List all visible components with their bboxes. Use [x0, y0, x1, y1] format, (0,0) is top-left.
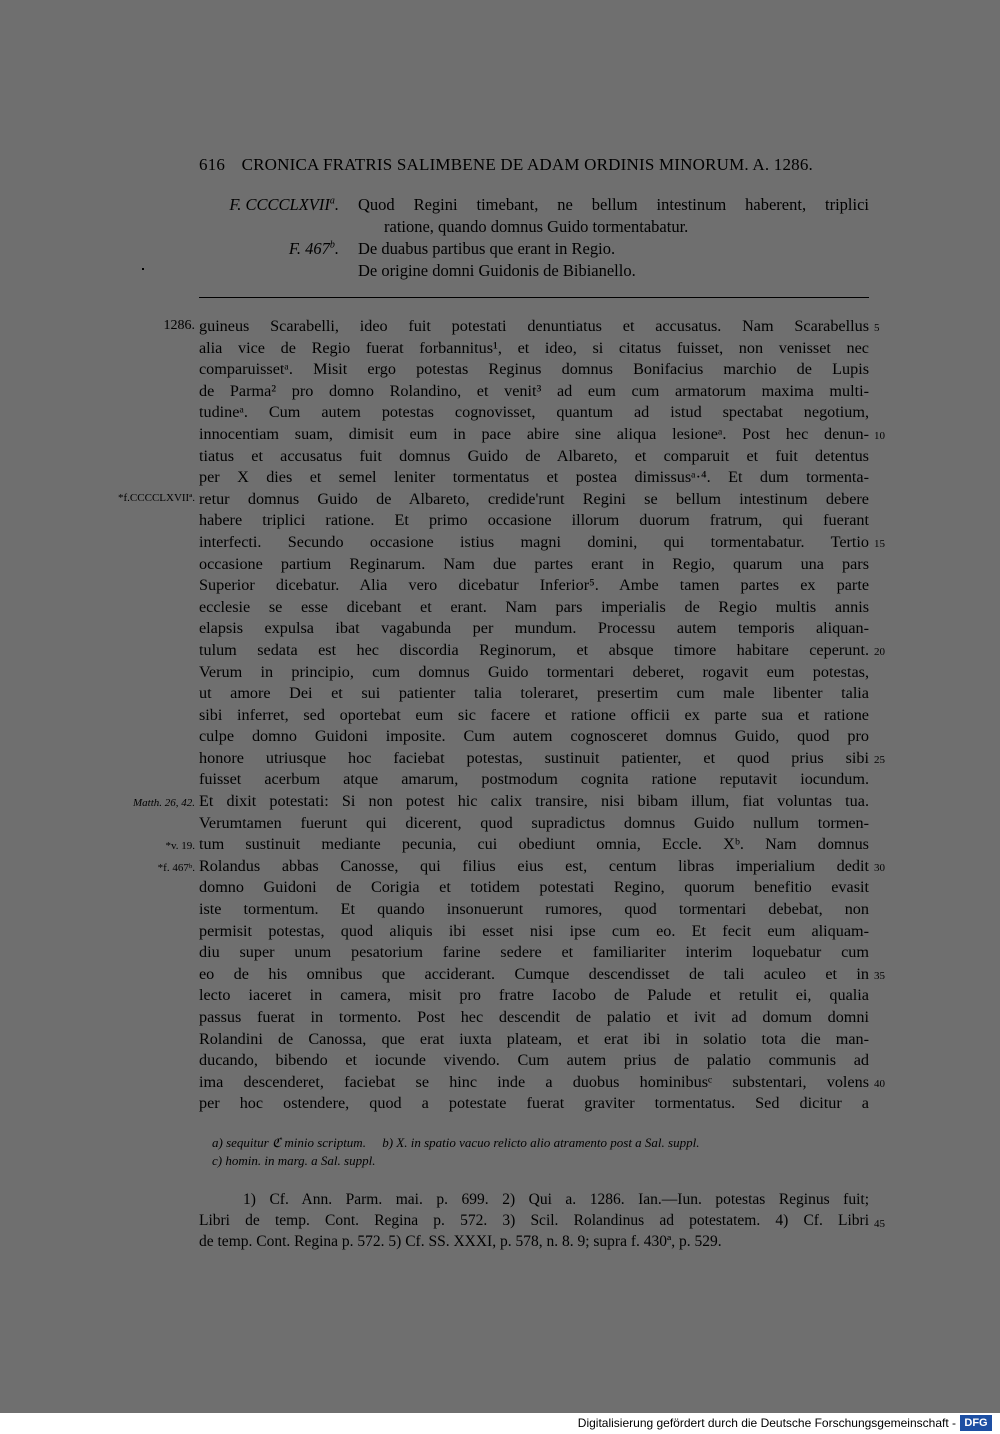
folio-heading-text-2b: De origine domni Guidonis de Bibianello.: [358, 261, 636, 280]
line-number: 20: [874, 646, 885, 658]
margin-year: 1286.: [163, 318, 195, 333]
footnote-line: Libri de temp. Cont. Regina p. 572. 3) Scil. Rolandinus ad potestatem. 4) Cf. Libri: [199, 1212, 869, 1229]
folio-ref-1: F. CCCCLXVII$^a$.: [229, 195, 339, 214]
running-head-title: CRONICA FRATRIS SALIMBENE DE ADAM ORDINIS MINORUM. A. 1286.: [241, 155, 814, 174]
folio-ref-2: F. 467$^b$.: [288, 239, 339, 258]
text-line: permisit potestas, quod aliquis ibi esset nisi ipse cum eo. Et fecit eum aliquam-: [199, 921, 869, 940]
line-number: 30: [874, 862, 885, 874]
text-line: alia vice de Regio fuerat forbannitus¹, et ideo, si citatus fuisset, non venisset nec: [199, 338, 869, 357]
text-line: guineus Scarabelli, ideo fuit potestati denuntiatus et accusatus. Nam Scarabellus: [199, 317, 869, 335]
dfg-logo: DFG: [960, 1415, 992, 1431]
footnote-line: 1) Cf. Ann. Parm. mai. p. 699. 2) Qui a. 1286. Ian.—Iun. potestas Reginus fuit;: [243, 1191, 869, 1208]
text-line: Superior dicebatur. Alia vero dicebatur Inferior⁵. Ambe tamen partes ex parte: [199, 576, 869, 595]
line-number: 15: [874, 538, 885, 550]
line-number: 45: [874, 1218, 885, 1230]
folio-heading-text-1b: ratione, quando domnus Guido tormentabatur.: [384, 217, 689, 236]
text-line: Rolandus abbas Canosse, qui filius eius est, centum libras imperialium dedit: [199, 856, 869, 875]
folio-heading-text-1a: Quod Regini timebant, ne bellum intestinum haberent, triplici: [358, 195, 869, 214]
text-line: ecclesie se esse dicebant et erant. Nam pars imperialis de Regio multis annis: [199, 597, 869, 616]
margin-matth: Matth. 26, 42.: [132, 797, 195, 809]
text-line: comparuissetᵃ. Misit ergo potestas Reginus domnus Bonifacius marchio de Lupis: [199, 360, 869, 379]
margin-folio-a: *f.CCCCLXVIIª.: [118, 492, 195, 504]
text-line: diu super unum pesatorium farine sedere et familiariter interim loquebatur cum: [199, 943, 869, 962]
critical-note-line: c) homin. in marg. a Sal. suppl.: [212, 1153, 376, 1168]
text-line: tulum sedata est hec discordia Reginorum, et absque timore habitare ceperunt.: [199, 640, 869, 659]
scan-speck: [142, 268, 144, 270]
text-line: domno Guidoni de Corigia et totidem potestati Regino, quorum benefitio evasit: [199, 878, 869, 897]
text-line: honore utriusque hoc faciebat potestas, sustinuit patienter, et quod prius sibi: [199, 748, 869, 767]
footer-credit: Digitalisierung gefördert durch die Deutsche Forschungsgemeinschaft -: [577, 1416, 956, 1430]
text-line: habere triplici ratione. Et primo occasione illorum duorum fratrum, qui fuerant: [199, 511, 869, 530]
text-line: occasione partium Reginarum. Nam due partes erant in Regio, quarum una pars: [199, 554, 869, 573]
text-line: elapsis expulsa ibat vagabunda per mundum. Processu autem temporis aliquan-: [199, 619, 869, 638]
margin-folio-b: *f. 467ᵇ.: [157, 862, 195, 874]
separator-rule: [199, 297, 869, 298]
text-line: Verumtamen fuerunt qui dicerent, quod supradictus domnus Guido nullum tormen-: [199, 813, 869, 832]
main-text: [199, 316, 869, 1137]
text-line: ut amore Dei et sui patienter talia toleraret, presertim cum male libenter talia: [199, 684, 869, 703]
text-line: ima descenderet, faciebat se hinc inde a duobus hominibusᶜ substentari, volens: [199, 1072, 869, 1091]
page-number: 616: [199, 155, 226, 174]
text-line: eo de his omnibus que acciderant. Cumque descendisset de tali aculeo et in: [199, 964, 869, 983]
critical-note-line: a) sequitur ℭ minio scriptum. b) X. in spatio vacuo relicto alio atramento post a Sal. suppl.: [212, 1135, 700, 1150]
text-line: iste tormentum. Et quando insonuerunt rumores, quod tormentari debebat, non: [199, 900, 869, 919]
text-line: tiatus et accusatus fuit domnus Guido de Albareto, et comparuit et fuit detentus: [199, 446, 869, 465]
line-number: 5: [874, 322, 880, 334]
text-line: Verum in principio, cum domnus Guido tormentari deberet, rogavit eum potestas,: [199, 662, 869, 681]
text-line: fuisset acerbum atque amarum, postmodum cognita ratione reputavit iocundum.: [199, 770, 869, 789]
text-line: retur domnus Guido de Albareto, credide'runt Regini se bellum intestinum debere: [199, 489, 869, 508]
running-head: [199, 155, 869, 175]
text-line: per hoc ostendere, quod a potestate fuerat graviter tormentatus. Sed dicitur a: [199, 1094, 869, 1113]
line-number: 10: [874, 430, 885, 442]
line-number: 35: [874, 970, 885, 982]
critical-notes: [212, 1134, 868, 1170]
footnote-line: de temp. Cont. Regina p. 572. 5) Cf. SS. XXXI, p. 578, n. 8. 9; supra f. 430ª, p. 529.: [199, 1233, 722, 1250]
line-number: 40: [874, 1078, 885, 1090]
footnotes: [199, 1189, 869, 1252]
text-line: interfecti. Secundo occasione istius magni domini, qui tormentabatur. Tertio: [199, 532, 869, 551]
text-line: tudineᵃ. Cum autem potestas cognovisset, quantum ad istud spectabat negotium,: [199, 403, 869, 422]
text-line: per X dies et semel leniter tormentatus et postea dimissusᵃ·⁴. Et dum tormenta-: [199, 468, 869, 487]
folio-heading-text-2a: De duabus partibus que erant in Regio.: [358, 239, 616, 258]
text-line: passus fuerat in tormento. Post hec descendit de palatio et ivit ad domum domni: [199, 1008, 869, 1026]
text-line: lecto iaceret in camera, misit pro fratre Iacobo de Palude et retulit ei, qualia: [199, 986, 869, 1005]
text-line: Rolandini de Canossa, que erat iuxta plateam, et erat ibi in solatio tota die man-: [199, 1029, 869, 1048]
text-line: ducando, bibendo et iocunde vivendo. Cum autem prius de palatio communis ad: [199, 1051, 869, 1070]
text-line: sibi inferret, sed oportebat eum sic facere et ratione officii ex parte sua et ratione: [199, 705, 869, 724]
line-number: 25: [874, 754, 885, 766]
text-line: Et dixit potestati: Si non potest hic calix transire, nisi bibam illum, fiat voluntas tua.: [199, 792, 869, 811]
text-line: culpe domno Guidoni imposite. Cum autem cognosceret domnus Guido, quod pro: [199, 727, 869, 746]
margin-eccle: *v. 19.: [165, 840, 195, 852]
text-line: tum sustinuit mediante pecunia, cui obediunt omnia, Eccle. Xᵇ. Nam domnus: [199, 835, 869, 854]
text-line: innocentiam suam, dimisit eum in pace abire sine aliqua lesioneᵃ. Post hec denun-: [199, 424, 869, 443]
text-line: de Parma² pro domno Rolandino, et venit³ ad eum cum armatorum maxima multi-: [199, 381, 869, 400]
